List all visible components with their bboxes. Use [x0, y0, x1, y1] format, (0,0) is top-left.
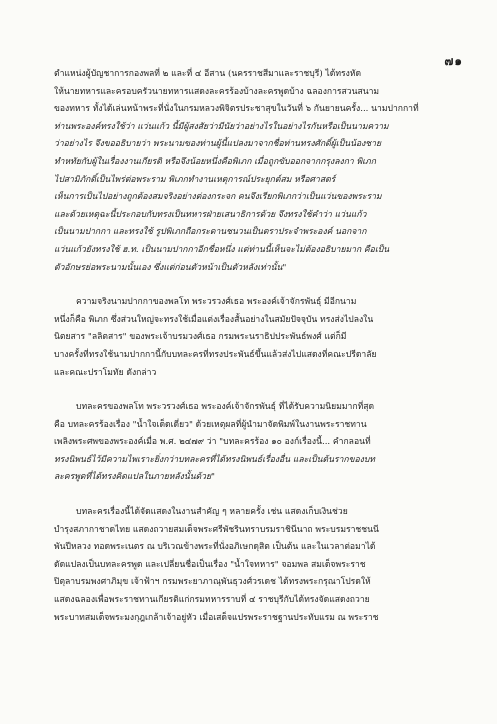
paragraph-2 [54, 294, 466, 382]
text-line: ทำหทัยกับผู้ในเรื่องงานเกียรติ หรือจึงน้อยหนึ่งคือพิเภก เมื่อถูกขับออกจากกรุงลงกา พิเภก [54, 156, 376, 167]
text-line: เพลิงพระศพของพระองค์เมื่อ พ.ศ. ๒๔๗๙ ว่า "บทละครร้อง ๑๐ องก์เรื่องนี้... คำกลอนที่ [54, 437, 371, 448]
text-line: ไปสามิภักดิ์เป็นไพร่ต่อพระราม พิเภกทำงานเหตุการณ์ประยุกต์สม หรือศาสตร์ [54, 174, 336, 185]
text-line: ตัวอักษรย่อพระนามนั้นเอง ซึ่งแต่ก่อนตัวหน้าเป็นตัวหลังเท่านั้น" [54, 262, 287, 273]
text-line: และคณะปราโมทัย ดังกล่าว [54, 367, 157, 378]
text-line: ละครพูดที่ได้ทรงคิดแปลในภายหลังนั้นด้วย" [54, 472, 215, 483]
paragraph-1 [54, 66, 466, 277]
text-line: แสดงฉลองเพื่อพระราชทานเกียรติแก่กรมทหารราบที่ ๔ ราชบุรีกับได้ทรงจัดแสดงถวาย [54, 595, 370, 606]
text-line: เป็นนามปากกา และทรงใช้ รูปพิเภกถือกระดานชนวนเป็นตราประจำพระองค์ นอกจาก [54, 227, 367, 238]
text-line: ว่าอย่างไร จึงขออธิบายว่า พระนามของท่านผู้นี้แปลงมาจากชื่อท่านทรงศักดิ์ผู้เป็นน้องชาย [54, 139, 381, 150]
text-line: เห็นการเป็นไปอย่างถูกต้องสมจริงอย่างต่องกระจก คนจึงเรียกพิเภกว่าเป็นแว่นของพระราม [54, 192, 382, 203]
text-line: บทละครของพลโท พระวรวงศ์เธอ พระองค์เจ้าจักรพันธุ์ ที่ได้รับความนิยมมากที่สุด [76, 402, 375, 413]
text-line: แว่นแก้วยังทรงใช้ ฮ.ท. เป็นนามปากกาอีกชื่อหนึ่ง แต่ท่านนี้เห็นจะไม่ต้องอธิบายมาก คือเป็น [54, 244, 390, 255]
text-line: นิตยสาร "ลลิตสาร" ของพระเจ้าบรมวงศ์เธอ กรมพระนราธิปประพันธ์พงศ์ แต่ก็มี [54, 332, 347, 343]
text-line: ท่านพระองค์ทรงใช้ว่า แว่นแก้ว นี้มีผู้สงสัยว่ามีนัยว่าอย่างไรในอย่างไรกันหรือเป็นนามความ [54, 121, 389, 132]
text-line: และด้วยเหตุฉะนี้ประกอบกับทรงเป็นทหารฝ่ายเสนาธิการด้วย จึงทรงใช้คำว่า แว่นแก้ว [54, 209, 367, 220]
text-line: พระบาทสมเด็จพระมงกุฎเกล้าเจ้าอยู่หัว เมื่อเสด็จแปรพระราชฐานประทับแรม ณ พระราช [54, 612, 379, 623]
text-line: ความจริงนามปากกาของพลโท พระวรวงศ์เธอ พระองค์เจ้าจักรพันธุ์ มีอีกนาม [76, 297, 357, 308]
text-line: ของทหาร ทั้งได้เล่นหน้าพระที่นั่งในกรมหลวงพิจิตรประชาสุขในวันที่ ๖ กันยายนครั้ง... นามปากกาที่ [54, 104, 419, 115]
text-line: บำรุงสภากาชาดไทย แสดงถวายสมเด็จพระศรีพัชรินทราบรมราชินีนาถ พระบรมราชชนนี [54, 524, 379, 535]
text-line: พันปีหลวง ทอดพระเนตร ณ บริเวณข้างพระที่นั่งอภิเษกดุสิต เป็นต้น และในเวลาต่อมาได้ [54, 542, 376, 553]
text-line: คือ บทละครร้องเรื่อง "น้ำใจเด็ดเดี่ยว" ด้วยเหตุผลที่ผู้นำมาจัดพิมพ์ในงานพระราชทาน [54, 419, 367, 430]
text-line: ปิตุลาบรมพงศาภิมุข เจ้าฟ้าฯ กรมพระยาภาณุพันธุวงศ์วรเดช ได้ทรงพระกรุณาโปรดให้ [54, 577, 371, 588]
text-line: ตำแหน่งผู้บัญชาการกองพลที่ ๒ และที่ ๔ อีสาน (นครราชสีมาและราชบุรี) ได้ทรงหัด [54, 69, 362, 79]
body-text [54, 66, 466, 627]
text-line: ทรงนิพนธ์ไว้มีความไพเราะยิ่งกว่าบทละครที่ได้ทรงนิพนธ์เรื่องอื่น และเป็นต้นรากของบท [54, 454, 375, 465]
text-line: บทละครเรื่องนี้ได้จัดแสดงในงานสำคัญ ๆ หลายครั้ง เช่น แสดงเก็บเงินช่วย [76, 507, 348, 518]
text-line: หนึ่งก็คือ พิเภก ซึ่งส่วนใหญ่จะทรงใช้เมื่อแต่งเรื่องสั้นอย่างในสมัยปัจจุบัน ทรงส่งไปลงใน [54, 314, 374, 325]
text-line: ดัดแปลงเป็นบทละครพูด และเปลี่ยนชื่อเป็นเรื่อง "น้ำใจทหาร" จอมพล สมเด็จพระราช [54, 559, 366, 570]
paragraph-4 [54, 504, 466, 627]
text-line: บางครั้งที่ทรงใช้นามปากกานี้กับบทละครที่ทรงประพันธ์ขึ้นแล้วส่งไปแสดงที่คณะปรีดาลัย [54, 349, 377, 360]
page-number: ๗๑ [444, 54, 463, 68]
text-line: ให้นายทหารและครอบครัวนายทหารแสดงละครร้องบ้างละครพูดบ้าง ฉลองการสวนสนาม [54, 86, 380, 97]
paragraph-3 [54, 399, 466, 487]
